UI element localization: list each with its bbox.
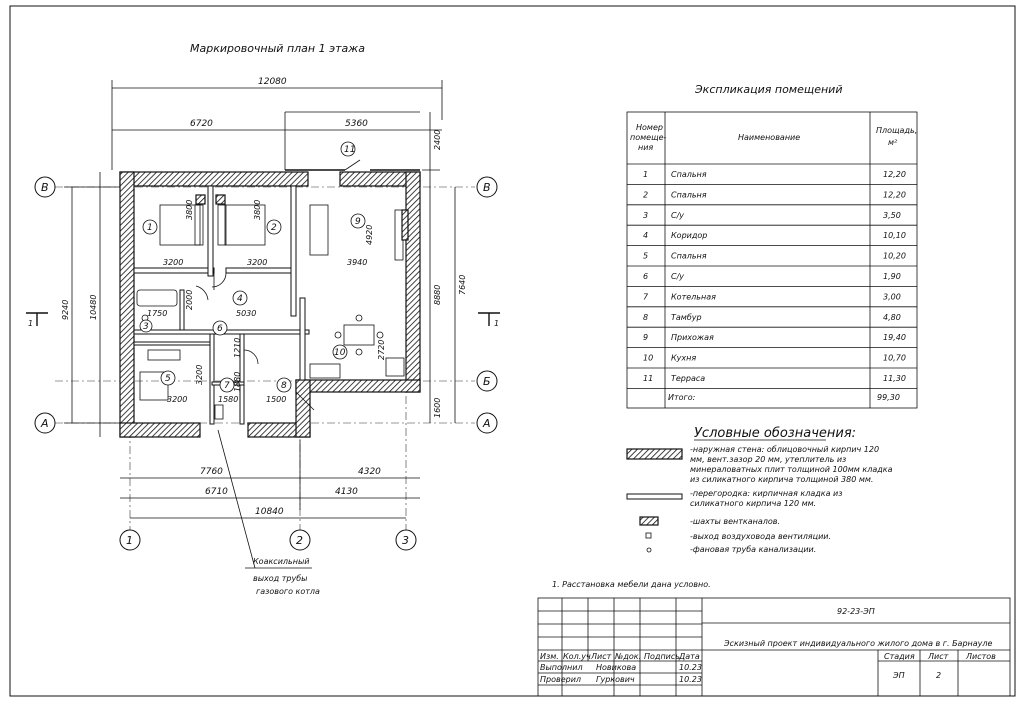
expl-row-name: Кухня [671,353,697,363]
gas-note-3: газового котла [256,587,320,596]
dim-room2-width: 3200 [247,258,268,267]
floor-plan [26,42,500,596]
dim-room9-width: 3940 [347,258,368,267]
dim-room7-depth: 1880 [233,371,242,392]
section-mark-right: 1 [494,319,500,328]
wall-bottom-right [296,380,420,392]
legend-partition-1: -перегородка: кирпичная кладка из [690,489,843,498]
wall-bottom-left [120,423,200,437]
expl-row-area: 1,90 [883,272,901,281]
stamp-col-date: Дата [679,652,700,661]
axis-v-right: В [483,181,491,194]
legend [627,426,893,554]
header-number-2: помеще- [630,133,667,142]
expl-row-number: 4 [643,231,649,241]
axis-a-right: А [483,417,491,430]
room-number-7: 7 [224,381,230,391]
dim-room9-depth: 4920 [365,224,374,245]
dim-room4-width: 5030 [236,309,257,318]
expl-row-area: 12,20 [883,190,906,200]
stamp-col-sign: Подпись [644,652,680,661]
room-number-6: 6 [217,324,223,334]
room-number-1: 1 [147,223,153,233]
expl-row-number: 11 [643,374,654,383]
dim-bottom-4130: 4130 [335,487,358,497]
right-dimensions [422,112,467,423]
stamp-col-list: Лист [591,652,612,661]
expl-row-name: Коридор [671,231,708,241]
legend-shaft-symbol [640,517,658,525]
room-number-2: 2 [271,223,277,233]
dim-bottom-6710: 6710 [205,487,228,497]
wall-right [406,172,420,392]
room-number-3: 3 [143,322,149,332]
expl-row-area: 10,70 [883,353,906,363]
expl-row-area: 10,10 [883,231,906,241]
left-dimensions [61,172,120,437]
room-number-11: 11 [344,145,356,155]
expl-row-name: Терраса [671,374,706,383]
dim-room1-width: 3200 [163,258,184,267]
expl-row-number: 6 [643,272,649,281]
stamp-date-1: 10.23 [679,663,702,672]
expl-row-area: 3,00 [883,292,901,302]
axis-2: 2 [296,534,303,547]
legend-wall-4: из силикатного кирпича толщиной 380 мм. [690,475,874,484]
dim-room4-depth: 2000 [185,289,194,310]
wall-vestibule [296,380,310,437]
expl-row-area: 11,30 [883,374,906,383]
stamp-name-2: Гуркович [596,675,635,684]
stamp-stage-value: ЭП [893,671,905,680]
legend-pipe-symbol [647,548,651,552]
legend-duct: -выход воздуховода вентиляции. [690,532,832,541]
expl-row-name: С/у [671,210,685,220]
furniture-note: 1. Расстановка мебели дана условно. [552,580,711,589]
top-dimensions [112,77,442,170]
legend-title: Условные обозначения: [694,426,857,441]
room-number-8: 8 [281,381,287,391]
expl-row-area: 12,20 [883,170,906,179]
legend-shaft: -шахты вентканалов. [690,517,781,526]
expl-row-area: 10,20 [883,251,906,261]
expl-row-number: 8 [643,312,649,322]
axis-markers [35,177,500,550]
explication-rows [627,164,917,388]
room-number-5: 5 [165,374,171,384]
dim-top-left: 6720 [190,119,213,129]
expl-row-name: Котельная [671,292,716,302]
stamp-date-2: 10.23 [679,675,702,684]
wall-top-left [120,172,308,186]
stamp-col-koluch: Кол.уч [563,652,591,661]
room-number-10: 10 [334,348,346,358]
dim-bottom-4320: 4320 [358,467,381,477]
axis-a-left: А [41,417,49,430]
explication-header [630,123,917,152]
legend-wall-2: мм, вент.зазор 20 мм, утеплитель из [690,455,847,464]
dim-room5-width: 3200 [167,395,188,404]
stamp-sheet-value: 2 [936,671,942,680]
legend-wall-3: минераловатных плит толщиной 100мм кладка [690,465,893,474]
expl-row-name: Прихожая [671,333,714,343]
expl-row-number: 9 [643,333,649,343]
header-area-1: Площадь, [876,126,918,135]
dim-right-7640: 7640 [458,274,467,295]
stamp-title: Эскизный проект индивидуального жилого дома в г. Барнауле [724,639,993,648]
header-number-1: Номер [636,123,663,132]
expl-row-name: Спальня [671,170,707,179]
dim-room2-depth: 3800 [253,199,262,220]
dim-room6-depth: 1210 [233,337,242,358]
explication [627,83,917,408]
wall-left [120,172,134,437]
expl-row-area: 19,40 [883,333,906,343]
dim-right-8880: 8880 [433,284,442,305]
legend-partition-symbol [627,494,682,499]
legend-wall-symbol [627,449,682,459]
room-labels [140,214,368,392]
stamp-code: 92-23-ЭП [837,607,875,616]
room-number-4: 4 [237,294,243,304]
dim-right-2400: 2400 [433,129,442,150]
axis-b-right: Б [483,375,491,388]
gas-note-2: выход трубы [253,574,308,583]
room-number-9: 9 [355,217,361,227]
legend-pipe: -фановая труба канализации. [690,545,817,554]
dim-bottom-10840: 10840 [255,507,284,517]
dim-right-1600: 1600 [433,397,442,418]
expl-row-name: Спальня [671,190,707,200]
explication-title: Экспликация помещений [695,83,843,96]
dim-room8-width: 1500 [266,395,287,404]
stamp-col-doc: №док. [615,652,642,661]
axis-v-left: В [41,181,49,194]
stamp-role-2: Проверил [540,675,582,684]
dim-room5-depth: 3200 [195,364,204,385]
section-mark-left: 1 [28,319,34,328]
expl-row-name: Спальня [671,251,707,261]
expl-row-name: С/у [671,272,685,281]
legend-duct-symbol [646,533,651,538]
stamp-sheets-label: Листов [966,652,996,661]
plan-title: Маркировочный план 1 этажа [190,42,365,55]
gas-note-1: Коаксильный [253,557,310,566]
header-name: Наименование [738,133,801,142]
dim-room7-width: 1580 [218,395,239,404]
dim-room1-depth: 3800 [185,199,194,220]
dim-left-9240: 9240 [61,299,70,320]
expl-row-area: 3,50 [883,210,901,220]
legend-wall-1: -наружная стена: облицовочный кирпич 120 [690,445,880,454]
expl-row-name: Тамбур [671,312,702,322]
dim-top-total: 12080 [258,77,287,87]
expl-row-number: 7 [643,292,649,302]
axis-1: 1 [126,534,133,547]
expl-row-number: 10 [643,353,654,363]
dim-top-right: 5360 [345,119,368,129]
header-area-2: м² [888,138,898,147]
stamp-name-1: Новикова [596,663,637,672]
expl-row-number: 5 [643,251,649,261]
expl-row-number: 2 [643,190,649,200]
bottom-dimensions [120,440,420,518]
total-value: 99,30 [877,393,900,402]
sheet-frame [10,6,1015,696]
header-number-3: ния [638,143,654,152]
axis-3: 3 [402,534,409,547]
dim-left-10480: 10480 [89,294,98,320]
legend-partition-2: силикатного кирпича 120 мм. [690,499,817,508]
stamp-col-izm: Изм. [540,652,559,661]
stamp-stage-label: Стадия [884,652,915,661]
expl-row-area: 4,80 [883,312,901,322]
expl-row-number: 3 [643,210,649,220]
stamp-sheet-label: Лист [928,652,949,661]
stamp-role-1: Выполнил [540,663,583,672]
title-block [538,598,1010,696]
expl-row-number: 1 [643,170,649,179]
total-label: Итого: [668,393,696,402]
dim-bottom-7760: 7760 [200,467,223,477]
dim-room3-width: 1750 [147,309,168,318]
dim-room10-depth: 2720 [377,339,386,360]
